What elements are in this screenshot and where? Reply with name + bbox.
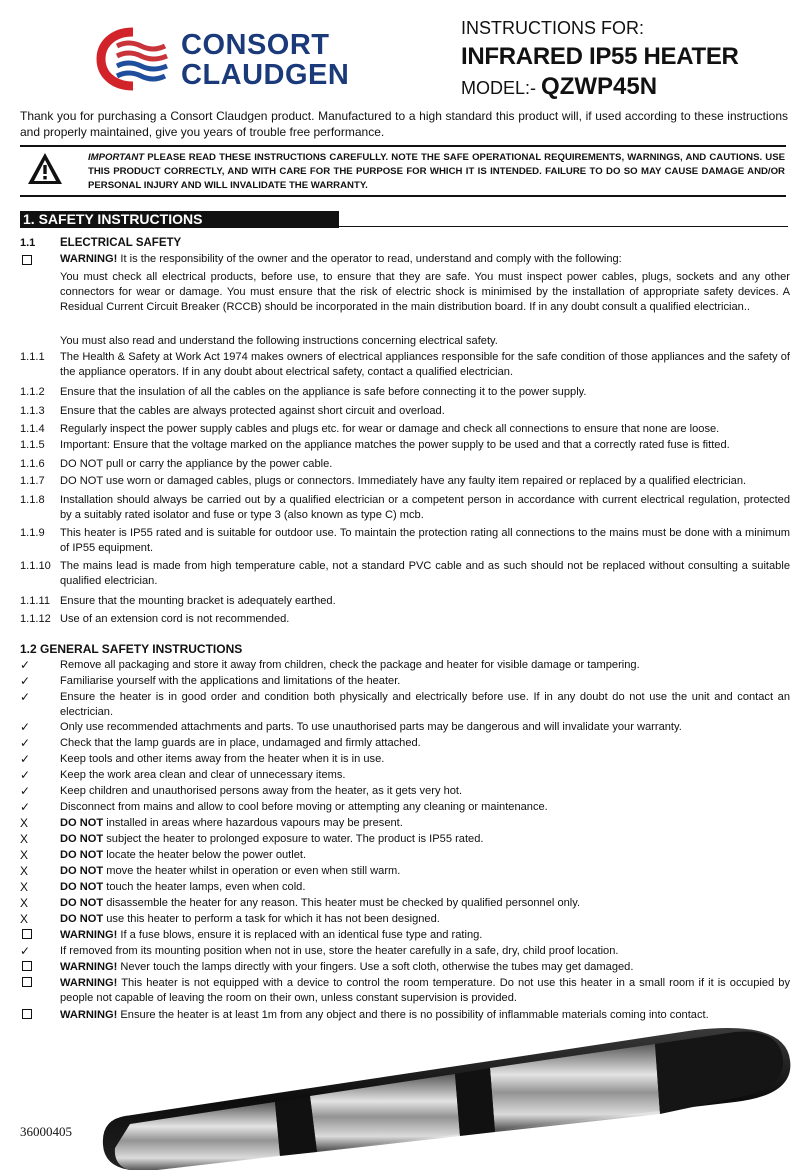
general-safety-text (60, 832, 790, 847)
general-safety-text (60, 944, 790, 959)
cross-icon: X (20, 816, 29, 830)
item-text: Keep children and unauthorised persons away from the heater, as it gets very hot. (60, 785, 463, 797)
safety-item-number: 1.1.5 (20, 439, 45, 451)
heater-image (95, 1020, 795, 1170)
checkbox-bullet-icon (20, 960, 32, 975)
intro-paragraph: Thank you for purchasing a Consort Claudgen product. Manufactured to a high standard this product will, if used according to these instructions and properly maintained, give you years of trouble free performance. (20, 109, 788, 139)
important-notice (20, 145, 786, 197)
general-safety-title: 1.2 GENERAL SAFETY INSTRUCTIONS (20, 642, 243, 656)
item-text: Ensure the heater is at least 1m from any object and there is no possibility of inflammable materials coming into contact. (120, 1009, 709, 1021)
general-safety-text (60, 674, 790, 689)
safety-item-text: DO NOT use worn or damaged cables, plugs or connectors. Immediately have any faulty item repaired or replaced by a qualified electrician. (60, 475, 747, 487)
item-emphasis: DO NOT (60, 897, 104, 909)
item-emphasis: DO NOT (60, 817, 104, 829)
document-code: 36000405 (20, 1124, 72, 1139)
safety-item-text: Ensure that the cables are always protected against short circuit and overload. (60, 405, 445, 417)
cross-icon: X (20, 864, 29, 878)
safety-item-text: The mains lead is made from high temperature cable, not a standard PVC cable and as such should not be replaced without consulting a suitable qualified electrician. (60, 560, 790, 587)
item-text: Never touch the lamps directly with your fingers. Use a soft cloth, otherwise the tubes may get damaged. (120, 961, 634, 973)
general-safety-text (60, 864, 790, 879)
item-emphasis: WARNING! (60, 961, 118, 973)
warning-triangle-icon (26, 151, 64, 187)
important-lead: IMPORTANT (88, 152, 145, 163)
general-safety-text (60, 976, 790, 1006)
general-safety-text (60, 752, 790, 767)
item-text: Check that the lamp guards are in place, undamaged and firmly attached. (60, 737, 421, 749)
safety-item-text: Ensure that the insulation of all the cables on the appliance is safe before connecting it to the power supply. (60, 386, 587, 398)
section-title: 1. SAFETY INSTRUCTIONS (20, 211, 339, 228)
checkbox-bullet-icon (22, 255, 32, 265)
model-label: MODEL:- (461, 78, 537, 98)
brand-logo (95, 24, 385, 94)
safety-item-number: 1.1.7 (20, 475, 45, 487)
warning-lead: WARNING! (60, 253, 118, 265)
brand-name-line2: CLAUDGEN (181, 59, 350, 91)
item-emphasis: WARNING! (60, 1009, 118, 1021)
item-emphasis: DO NOT (60, 833, 104, 845)
model-line (461, 74, 657, 101)
general-safety-text (60, 736, 790, 751)
warning-text: It is the responsibility of the owner and the operator to read, understand and comply with the following: (120, 253, 622, 265)
checkbox-bullet-icon (20, 976, 32, 991)
safety-item-number: 1.1.11 (20, 595, 51, 607)
safety-item-number: 1.1.3 (20, 405, 45, 417)
item-text: Familiarise yourself with the applications and limitations of the heater. (60, 675, 401, 687)
checkbox-bullet-icon (20, 1008, 32, 1023)
cross-icon: X (20, 880, 29, 894)
item-text: locate the heater below the power outlet. (106, 849, 307, 861)
item-text: If a fuse blows, ensure it is replaced with an identical fuse type and rating. (120, 929, 483, 941)
general-safety-text (60, 880, 790, 895)
item-emphasis: DO NOT (60, 849, 104, 861)
safety-item-number: 1.1.9 (20, 527, 45, 539)
safety-item-number: 1.1.8 (20, 494, 45, 506)
checkmark-icon: ✓ (20, 674, 31, 688)
safety-item-text: Installation should always be carried out by a qualified electrician or a competent person in accordance with current electrical regulation, protected by a suitably rated isolator and fuse or type 3 (also known as type C) mcb. (60, 494, 790, 521)
item-text: disassemble the heater for any reason. This heater must be checked by qualified personnel only. (106, 897, 581, 909)
safety-item-number: 1.1.10 (20, 560, 51, 572)
general-safety-text (60, 720, 790, 735)
brand-name-line1: CONSORT (181, 29, 330, 61)
checkmark-icon: ✓ (20, 752, 31, 766)
safety-item-number: 1.1.1 (20, 351, 45, 363)
instructions-for-label: INSTRUCTIONS FOR: (461, 18, 644, 38)
general-safety-text (60, 896, 790, 911)
general-safety-text (60, 848, 790, 863)
general-safety-text (60, 912, 790, 927)
checkmark-icon: ✓ (20, 690, 31, 704)
general-safety-text (60, 816, 790, 831)
item-text: Only use recommended attachments and parts. To use unauthorised parts may be dangerous and will invalidate your warranty. (60, 721, 682, 733)
general-safety-text (60, 800, 790, 815)
cross-icon: X (20, 848, 29, 862)
safety-item-text: The Health & Safety at Work Act 1974 makes owners of electrical appliances responsible for the safe condition of those appliances and the safety of the appliance operators. If in any doubt about electrical safety, contact a qualified electrician. (60, 351, 790, 378)
item-emphasis: DO NOT (60, 913, 104, 925)
checkbox-bullet-icon (20, 928, 32, 943)
general-safety-text (60, 784, 790, 799)
checkmark-icon: ✓ (20, 720, 31, 734)
subsection-number: 1.1 (20, 237, 36, 249)
item-text: subject the heater to prolonged exposure to water. The product is IP55 rated. (106, 833, 484, 845)
checkmark-icon: ✓ (20, 944, 31, 958)
checkmark-icon: ✓ (20, 736, 31, 750)
item-text: use this heater to perform a task for which it has not been designed. (106, 913, 440, 925)
checkmark-icon: ✓ (20, 800, 31, 814)
safety-item-text: DO NOT pull or carry the appliance by the power cable. (60, 458, 333, 470)
electrical-paragraph: You must check all electrical products, before use, to ensure that they are safe. You must inspect power cables, plugs, sockets and any other connectors for wear or damage. You must ensure that the risk of electric shock is minimised by the installation of appropriate safety devices. A Residual Current Circuit Breaker (RCCB) should be incorporated in the main distribution board. If in any doubt consult a qualified electrician.. (60, 271, 790, 313)
general-safety-text (60, 960, 790, 975)
item-emphasis: WARNING! (60, 929, 118, 941)
electrical-paragraph-2: You must also read and understand the following instructions concerning electrical safety. (60, 335, 498, 347)
safety-item-text: Regularly inspect the power supply cables and plugs etc. for wear or damage and check all connections to ensure that none are loose. (60, 423, 720, 435)
general-safety-text (60, 658, 790, 673)
model-number: QZWP45N (541, 73, 658, 100)
item-emphasis: WARNING! (60, 977, 118, 989)
item-emphasis: DO NOT (60, 881, 104, 893)
item-text: installed in areas where hazardous vapours may be present. (106, 817, 403, 829)
logo-mark-icon (95, 24, 181, 94)
safety-item-number: 1.1.2 (20, 386, 45, 398)
checkmark-icon: ✓ (20, 658, 31, 672)
safety-item-text: Use of an extension cord is not recommended. (60, 613, 290, 625)
item-emphasis: DO NOT (60, 865, 104, 877)
safety-item-number: 1.1.6 (20, 458, 45, 470)
important-body: PLEASE READ THESE INSTRUCTIONS CAREFULLY. NOTE THE SAFE OPERATIONAL REQUIREMENTS, WARNINGS, AND CAUTIONS. USE THIS PRODUCT CORRECTLY, AND WITH CARE FOR THE PURPOSE FOR WHICH IT IS INTENDED. FAILURE TO DO SO MAY CAUSE DAMAGE AND/OR PERSONAL INJURY AND WILL INVALIDATE THE WARRANTY. (88, 152, 785, 191)
general-safety-text (60, 690, 790, 720)
safety-item-text: Important: Ensure that the voltage marked on the appliance matches the power supply to be used and that a correctly rated fuse is fitted. (60, 439, 730, 451)
subsection-title: ELECTRICAL SAFETY (60, 237, 182, 249)
item-text: move the heater whilst in operation or even when still warm. (106, 865, 401, 877)
item-text: Ensure the heater is in good order and condition both physically and electrically before use. If in any doubt do not use the unit and contact an electrician. (60, 691, 790, 718)
item-text: If removed from its mounting position when not in use, store the heater carefully in a safe, dry, child proof location. (60, 945, 619, 957)
safety-item-text: This heater is IP55 rated and is suitable for outdoor use. To maintain the protection rating all connections to the mains must be done with a minimum of IP55 equipment. (60, 527, 790, 554)
item-text: Keep tools and other items away from the heater when it is in use. (60, 753, 385, 765)
cross-icon: X (20, 912, 29, 926)
safety-item-number: 1.1.12 (20, 613, 51, 625)
section-rule (336, 226, 788, 227)
item-text: Remove all packaging and store it away from children, check the package and heater for visible damage or tampering. (60, 659, 640, 671)
item-text: touch the heater lamps, even when cold. (106, 881, 306, 893)
item-text: Keep the work area clean and clear of unnecessary items. (60, 769, 346, 781)
cross-icon: X (20, 832, 29, 846)
general-safety-text (60, 928, 790, 943)
checkmark-icon: ✓ (20, 784, 31, 798)
safety-item-text: Ensure that the mounting bracket is adequately earthed. (60, 595, 336, 607)
general-safety-text (60, 768, 790, 783)
important-text (88, 151, 785, 193)
checkmark-icon: ✓ (20, 768, 31, 782)
item-text: This heater is not equipped with a device to control the room temperature. Do not use this heater in a small room if it is occupied by people not capable of leaving the room on their own, unless constant supervision is provided. (60, 977, 790, 1004)
item-text: Disconnect from mains and allow to cool before moving or attempting any cleaning or maintenance. (60, 801, 548, 813)
cross-icon: X (20, 896, 29, 910)
safety-item-number: 1.1.4 (20, 423, 45, 435)
product-title: INFRARED IP55 HEATER (461, 43, 739, 70)
